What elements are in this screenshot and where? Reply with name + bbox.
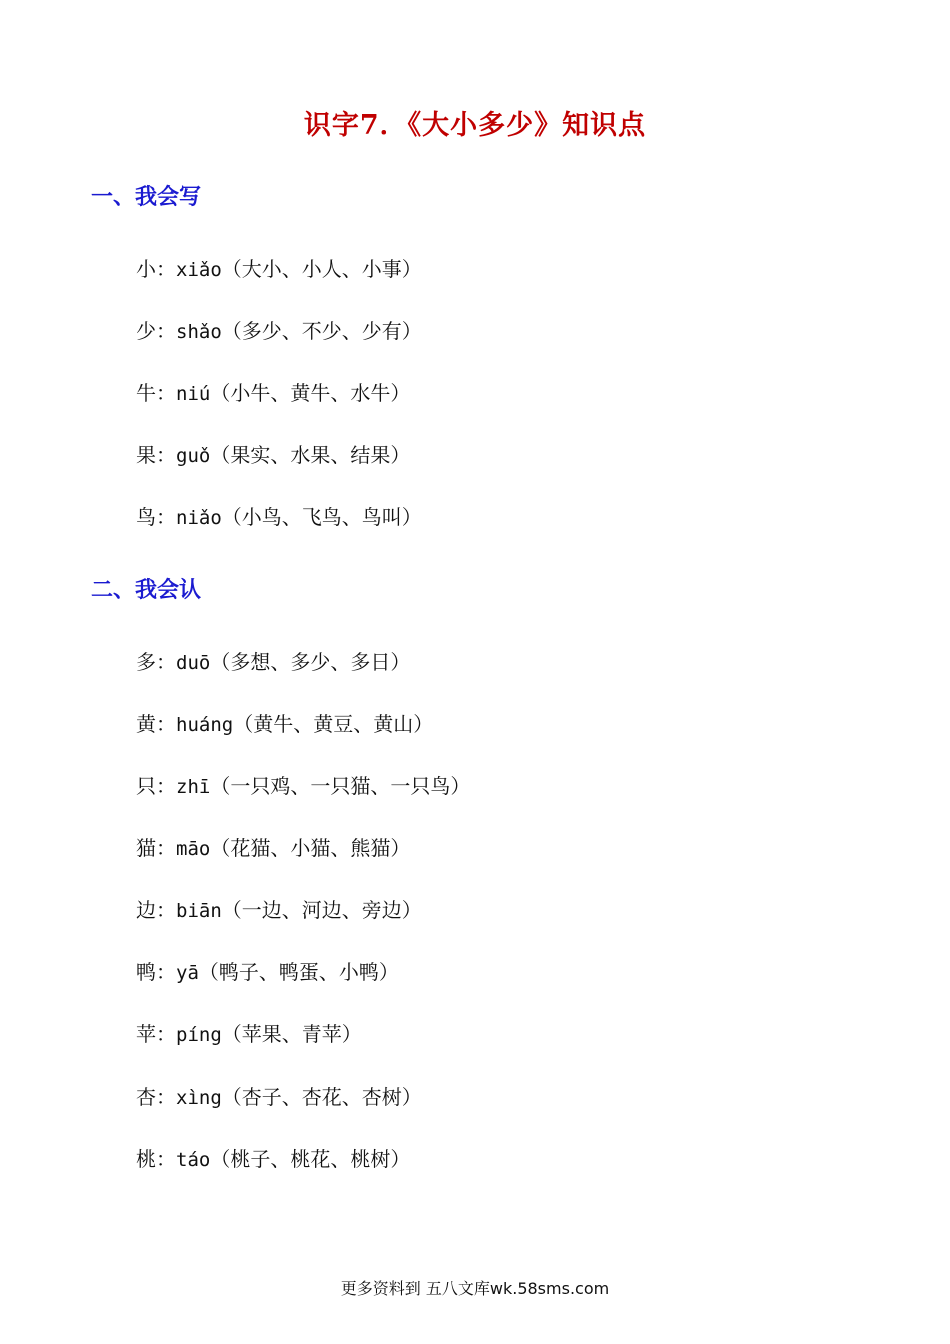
list-item	[136, 315, 422, 348]
entry-sep: ：	[156, 257, 176, 281]
entry-words: （多想、多少、多日）	[210, 650, 411, 674]
entry-char: 只	[136, 774, 156, 798]
list-item	[136, 253, 422, 286]
entry-sep: ：	[156, 712, 176, 736]
section-heading-write: 一、我会写	[91, 184, 202, 210]
list-item	[136, 1018, 362, 1051]
entry-words: （小鸟、飞鸟、鸟叫）	[221, 505, 422, 529]
entry-words: （一边、河边、旁边）	[221, 898, 422, 922]
entry-pinyin: biān	[176, 900, 222, 922]
list-item	[136, 439, 410, 472]
entry-words: （一只鸡、一只猫、一只鸟）	[210, 774, 471, 798]
entry-char: 桃	[136, 1147, 156, 1171]
entry-char: 杏	[136, 1085, 156, 1109]
entry-words: （花猫、小猫、熊猫）	[210, 836, 411, 860]
entry-pinyin: niú	[176, 383, 211, 405]
entry-pinyin: zhī	[176, 776, 211, 798]
entry-words: （果实、水果、结果）	[210, 443, 411, 467]
entry-pinyin: xiǎo	[176, 259, 222, 281]
entry-char: 黄	[136, 712, 156, 736]
entry-char: 苹	[136, 1022, 156, 1046]
entry-sep: ：	[156, 836, 176, 860]
entry-sep: ：	[156, 1022, 176, 1046]
entry-words: （大小、小人、小事）	[221, 257, 422, 281]
entry-words: （苹果、青苹）	[221, 1022, 362, 1046]
list-item	[136, 956, 399, 989]
entry-pinyin: guǒ	[176, 445, 211, 467]
entry-char: 少	[136, 319, 156, 343]
entry-sep: ：	[156, 319, 176, 343]
entry-pinyin: shǎo	[176, 321, 222, 343]
list-item	[136, 832, 410, 865]
entry-char: 鸟	[136, 505, 156, 529]
entry-char: 边	[136, 898, 156, 922]
entry-sep: ：	[156, 650, 176, 674]
entry-pinyin: táo	[176, 1149, 211, 1171]
entry-pinyin: huáng	[176, 714, 234, 736]
entry-pinyin: yā	[176, 962, 199, 984]
list-item	[136, 894, 422, 927]
entry-sep: ：	[156, 898, 176, 922]
section-heading-recognize: 二、我会认	[91, 577, 202, 603]
entry-pinyin: píng	[176, 1024, 222, 1046]
entry-sep: ：	[156, 1147, 176, 1171]
entry-words: （黄牛、黄豆、黄山）	[233, 712, 434, 736]
entry-char: 猫	[136, 836, 156, 860]
entry-sep: ：	[156, 505, 176, 529]
entry-words: （小牛、黄牛、水牛）	[210, 381, 411, 405]
footer-link-text: 更多资料到 五八文库wk.58sms.com	[340, 1279, 610, 1298]
entry-words: （桃子、桃花、桃树）	[210, 1147, 411, 1171]
list-item	[136, 1143, 410, 1176]
list-item	[136, 1081, 422, 1114]
entry-pinyin: xìng	[176, 1087, 222, 1109]
list-item	[136, 708, 433, 741]
entry-pinyin: māo	[176, 838, 211, 860]
list-item	[136, 646, 410, 679]
entry-char: 果	[136, 443, 156, 467]
entry-words: （多少、不少、少有）	[221, 319, 422, 343]
list-item	[136, 501, 422, 534]
page-title: 识字7．《大小多少》知识点	[303, 110, 647, 141]
entry-sep: ：	[156, 381, 176, 405]
entry-sep: ：	[156, 774, 176, 798]
entry-words: （鸭子、鸭蛋、小鸭）	[198, 960, 399, 984]
entry-words: （杏子、杏花、杏树）	[221, 1085, 422, 1109]
entry-char: 牛	[136, 381, 156, 405]
entry-char: 小	[136, 257, 156, 281]
entry-sep: ：	[156, 443, 176, 467]
entry-char: 多	[136, 650, 156, 674]
entry-char: 鸭	[136, 960, 156, 984]
entry-sep: ：	[156, 1085, 176, 1109]
list-item	[136, 770, 470, 803]
entry-sep: ：	[156, 960, 176, 984]
list-item	[136, 377, 410, 410]
entry-pinyin: niǎo	[176, 507, 222, 529]
entry-pinyin: duō	[176, 652, 211, 674]
